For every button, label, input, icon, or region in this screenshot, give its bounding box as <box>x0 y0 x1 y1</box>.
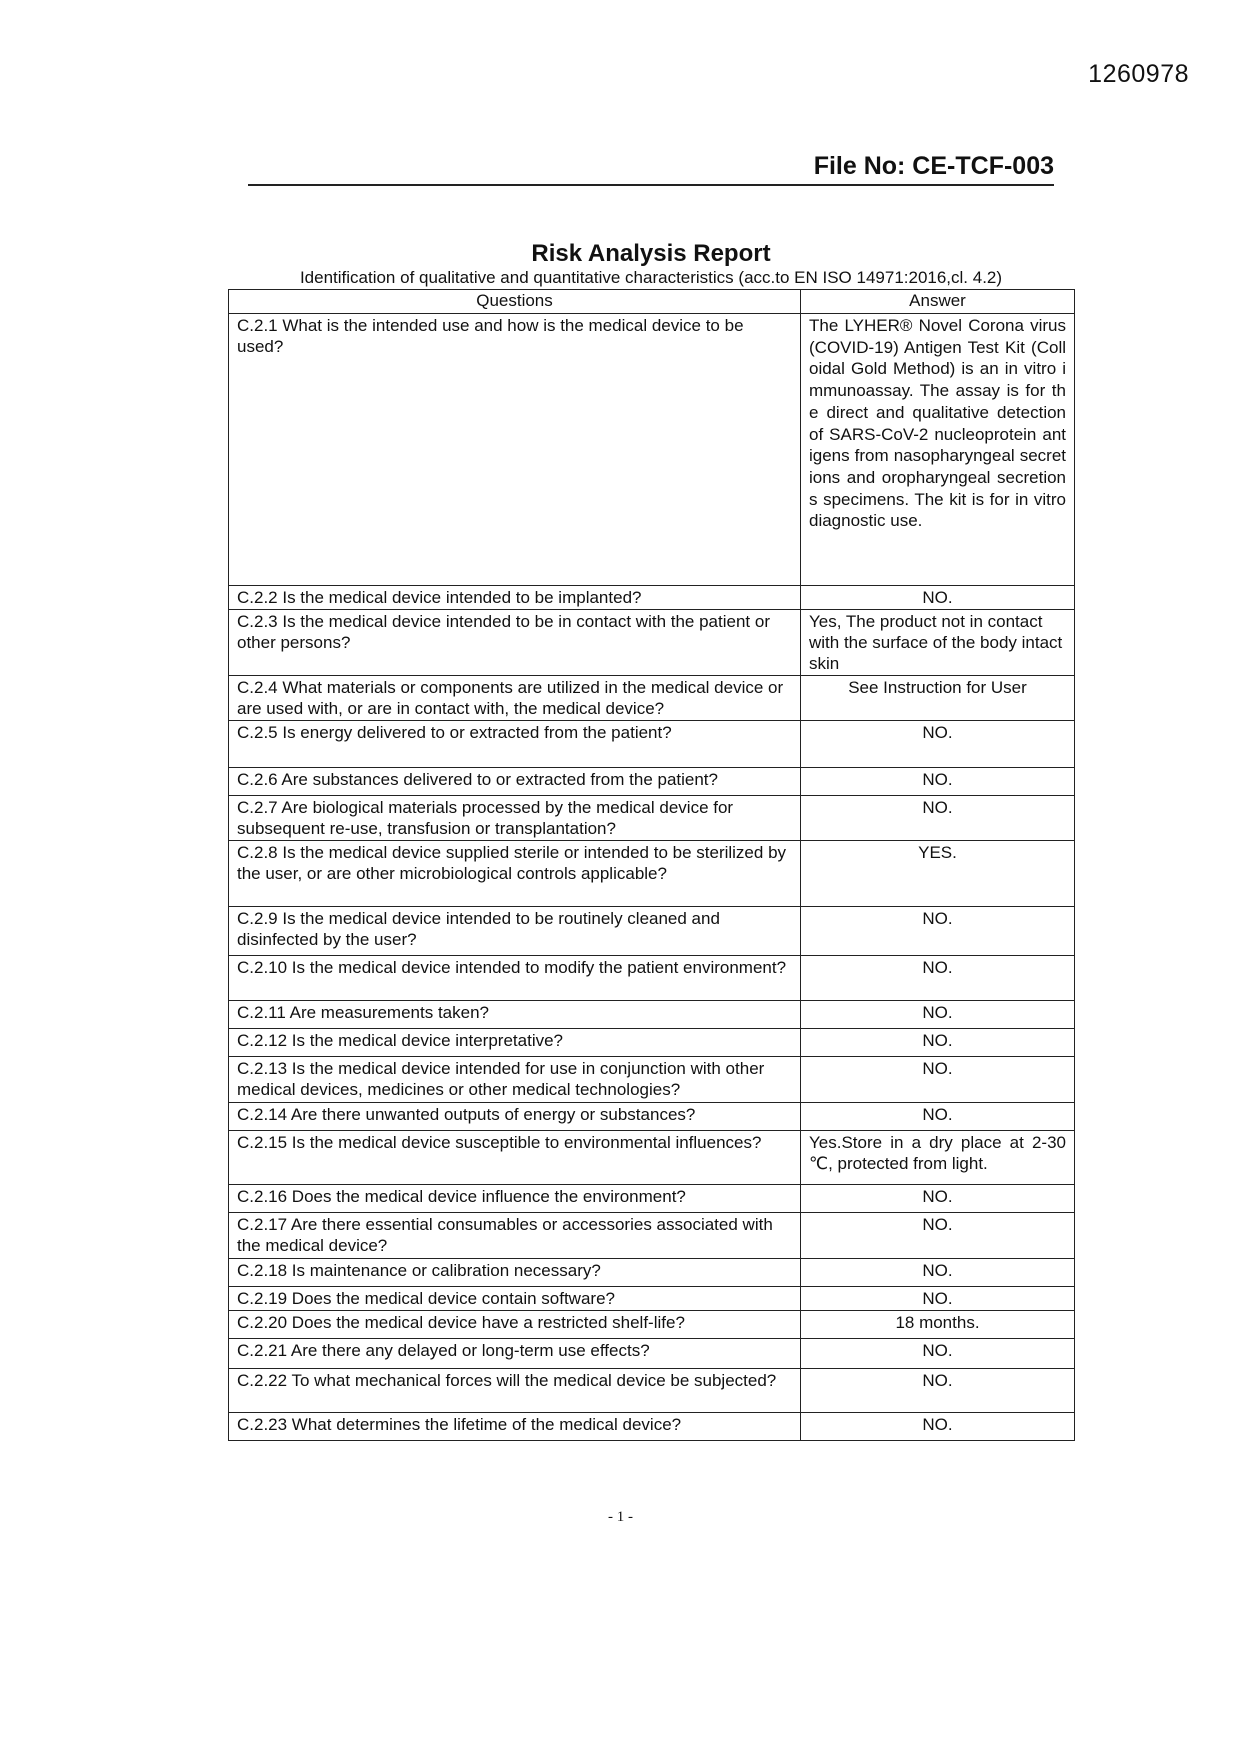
document-id: 1260978 <box>1088 60 1189 88</box>
question-cell: C.2.14 Are there unwanted outputs of energy or substances? <box>229 1103 801 1131</box>
question-cell: C.2.12 Is the medical device interpretative? <box>229 1029 801 1057</box>
question-cell: C.2.1 What is the intended use and how is the medical device to be used? <box>229 314 801 586</box>
question-cell: C.2.16 Does the medical device influence the environment? <box>229 1185 801 1213</box>
question-cell: C.2.13 Is the medical device intended for use in conjunction with other medical devices, medicines or other medical technologies? <box>229 1057 801 1103</box>
answer-cell: Yes, The product not in contact with the surface of the body intact skin <box>801 610 1075 676</box>
answer-cell: NO. <box>801 1413 1075 1441</box>
table-row <box>229 1131 1075 1185</box>
answer-cell: NO. <box>801 956 1075 1001</box>
question-cell: C.2.10 Is the medical device intended to modify the patient environment? <box>229 956 801 1001</box>
question-cell: C.2.23 What determines the lifetime of the medical device? <box>229 1413 801 1441</box>
table-row <box>229 796 1075 841</box>
answer-cell: NO. <box>801 586 1075 610</box>
question-cell: C.2.11 Are measurements taken? <box>229 1001 801 1029</box>
answer-cell: The LYHER® Novel Corona virus (COVID-19) Antigen Test Kit (Colloidal Gold Method) is an in vitro immunoassay. The assay is for the direct and qualitative detection of SARS-CoV-2 nucleoprotein antigens from nasopharyngeal secretions and oropharyngeal secretions specimens. The kit is for in vitro diagnostic use. <box>801 314 1075 586</box>
table-row <box>229 956 1075 1001</box>
question-cell: C.2.22 To what mechanical forces will the medical device be subjected? <box>229 1369 801 1413</box>
questions-header: Questions <box>229 290 801 314</box>
risk-analysis-table <box>228 289 1075 1441</box>
report-title: Risk Analysis Report <box>531 240 771 267</box>
table-row <box>229 721 1075 768</box>
table-row <box>229 314 1075 586</box>
table-row <box>229 1339 1075 1369</box>
table-row <box>229 768 1075 796</box>
answer-cell: NO. <box>801 768 1075 796</box>
question-cell: C.2.4 What materials or components are utilized in the medical device or are used with, or are in contact with, the medical device? <box>229 676 801 721</box>
question-cell: C.2.7 Are biological materials processed by the medical device for subsequent re-use, transfusion or transplantation? <box>229 796 801 841</box>
question-cell: C.2.17 Are there essential consumables or accessories associated with the medical device? <box>229 1213 801 1259</box>
answer-cell: NO. <box>801 1001 1075 1029</box>
answer-cell: NO. <box>801 907 1075 956</box>
answer-header: Answer <box>801 290 1075 314</box>
table-row <box>229 610 1075 676</box>
answer-cell: NO. <box>801 1339 1075 1369</box>
answer-cell: NO. <box>801 1287 1075 1311</box>
table-row <box>229 1369 1075 1413</box>
table-row <box>229 1259 1075 1287</box>
table-row <box>229 1213 1075 1259</box>
question-cell: C.2.6 Are substances delivered to or extracted from the patient? <box>229 768 801 796</box>
table-row <box>229 1057 1075 1103</box>
table-row <box>229 1029 1075 1057</box>
table-row <box>229 1413 1075 1441</box>
question-cell: C.2.5 Is energy delivered to or extracted from the patient? <box>229 721 801 768</box>
answer-cell: NO. <box>801 1185 1075 1213</box>
answer-cell: NO. <box>801 1213 1075 1259</box>
question-cell: C.2.21 Are there any delayed or long-term use effects? <box>229 1339 801 1369</box>
question-cell: C.2.18 Is maintenance or calibration necessary? <box>229 1259 801 1287</box>
answer-cell: YES. <box>801 841 1075 907</box>
answer-cell: NO. <box>801 1029 1075 1057</box>
question-cell: C.2.2 Is the medical device intended to be implanted? <box>229 586 801 610</box>
answer-cell: NO. <box>801 1103 1075 1131</box>
table-row <box>229 841 1075 907</box>
page-number: - 1 - <box>608 1509 633 1525</box>
answer-cell: Yes.Store in a dry place at 2-30 ℃, protected from light. <box>801 1131 1075 1185</box>
question-cell: C.2.20 Does the medical device have a restricted shelf-life? <box>229 1311 801 1339</box>
table-row <box>229 1311 1075 1339</box>
answer-cell: NO. <box>801 1057 1075 1103</box>
table-row <box>229 1287 1075 1311</box>
answer-cell: See Instruction for User <box>801 676 1075 721</box>
table-row <box>229 1185 1075 1213</box>
question-cell: C.2.9 Is the medical device intended to be routinely cleaned and disinfected by the user? <box>229 907 801 956</box>
question-cell: C.2.15 Is the medical device susceptible to environmental influences? <box>229 1131 801 1185</box>
file-number: File No: CE-TCF-003 <box>248 152 1054 186</box>
answer-cell: NO. <box>801 796 1075 841</box>
table-row <box>229 586 1075 610</box>
table-row <box>229 676 1075 721</box>
report-subtitle: Identification of qualitative and quantitative characteristics (acc.to EN ISO 14971:2016,cl. 4.2) <box>299 268 1003 287</box>
answer-cell: NO. <box>801 1369 1075 1413</box>
question-cell: C.2.3 Is the medical device intended to be in contact with the patient or other persons? <box>229 610 801 676</box>
answer-cell: NO. <box>801 1259 1075 1287</box>
table-header-row <box>229 290 1075 314</box>
question-cell: C.2.8 Is the medical device supplied sterile or intended to be sterilized by the user, or are other microbiological controls applicable? <box>229 841 801 907</box>
table-row <box>229 907 1075 956</box>
answer-cell: NO. <box>801 721 1075 768</box>
question-cell: C.2.19 Does the medical device contain software? <box>229 1287 801 1311</box>
answer-cell: 18 months. <box>801 1311 1075 1339</box>
table-row <box>229 1001 1075 1029</box>
table-row <box>229 1103 1075 1131</box>
